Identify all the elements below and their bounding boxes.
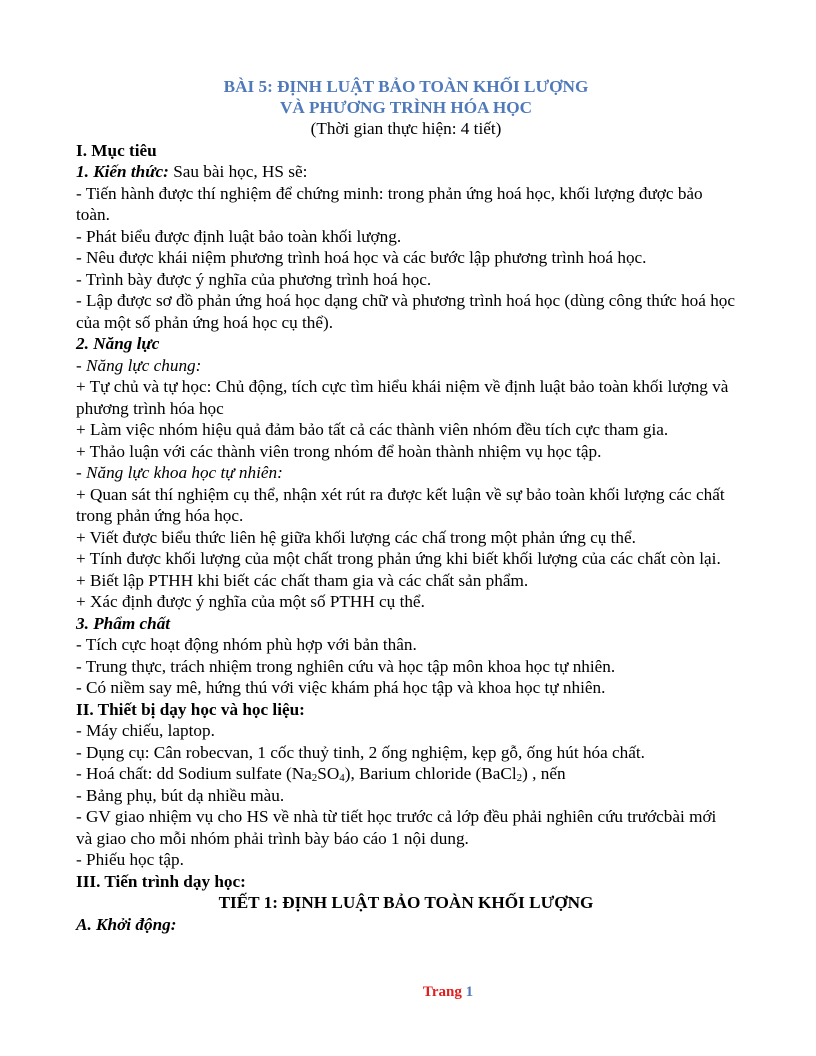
science-competence-item: + Biết lập PTHH khi biết các chất tham gia và các chất sản phẩm.: [76, 570, 529, 590]
science-competence-item: + Xác định được ý nghĩa của một số PTHH cụ thể.: [76, 592, 425, 611]
general-competence-heading: - Năng lực chung:: [76, 355, 202, 375]
equipment-item: - Bảng phụ, bút dạ nhiều màu.: [76, 785, 285, 805]
knowledge-item: - Nêu được khái niệm phương trình hoá học và các bước lập phương trình hoá học.: [76, 248, 647, 267]
quality-item: - Có niềm say mê, hứng thú với việc khám phá học tập và khoa học tự nhiên.: [76, 678, 606, 697]
general-competence-item: + Làm việc nhóm hiệu quả đảm bảo tất cả các thành viên nhóm đều tích cực tham gia.: [76, 420, 669, 439]
science-competence-item: + Viết được biểu thức liên hệ giữa khối lượng các chấ trong một phản ứng cụ thể.: [76, 527, 636, 547]
equipment-item: - Dụng cụ: Cân robecvan, 1 cốc thuỷ tinh, 2 ống nghiệm, kẹp gỗ, ống hút hóa chất.: [76, 742, 645, 762]
knowledge-item: - Tiến hành được thí nghiệm để chứng minh: trong phản ứng hoá học, khối lượng được bảo toàn.: [76, 183, 703, 224]
competence-heading: 2. Năng lực: [76, 334, 160, 353]
subscript: 2: [516, 772, 523, 784]
quality-heading: 3. Phẩm chất: [76, 613, 171, 633]
page-footer: [0, 984, 816, 1001]
duration-note: (Thời gian thực hiện: 4 tiết): [310, 119, 502, 138]
equipment-item: - Phiếu học tập.: [76, 850, 184, 869]
lesson-period-title: TIẾT 1: ĐỊNH LUẬT BẢO TOÀN KHỐI LƯỢNG: [218, 893, 594, 912]
knowledge-line: [76, 161, 736, 183]
equipment-item: - GV giao nhiệm vụ cho HS về nhà từ tiết học trước cả lớp đều phải nghiên cứu trướcbài mới và giao cho mỗi nhóm phải trình bày báo cáo 1 nội dung.: [76, 807, 717, 848]
general-competence-item: + Thảo luận với các thành viên trong nhóm để hoàn thành nhiệm vụ học tập.: [76, 441, 602, 461]
knowledge-item: - Lập được sơ đồ phản ứng hoá học dạng chữ và phương trình hoá học (dùng công thức hoá học của một số phản ứng hoá học cụ thể).: [76, 291, 736, 332]
page-number: 1: [465, 984, 474, 1000]
quality-item: - Tích cực hoạt động nhóm phù hợp với bản thân.: [76, 635, 417, 654]
knowledge-item: - Phát biểu được định luật bảo toàn khối lượng.: [76, 226, 402, 246]
subscript: 2: [311, 772, 318, 784]
section-equipment-heading: II. Thiết bị dạy học và học liệu:: [76, 699, 305, 719]
chemicals-prefix: - Hoá chất: dd Sodium sulfate (Na: [76, 764, 312, 783]
equipment-item: - Máy chiếu, laptop.: [76, 721, 215, 740]
subscript: 4: [339, 772, 345, 784]
science-competence-heading: - Năng lực khoa học tự nhiên:: [76, 463, 283, 482]
lesson-title-line2: VÀ PHƯƠNG TRÌNH HÓA HỌC: [279, 98, 533, 117]
section-objectives-heading: I. Mục tiêu: [76, 140, 157, 160]
knowledge-item: - Trình bày được ý nghĩa của phương trình hoá học.: [76, 269, 432, 289]
knowledge-heading: 1. Kiến thức:: [76, 162, 169, 181]
document-page: [76, 76, 736, 935]
part-a-heading: A. Khởi động:: [76, 914, 177, 934]
chemicals-suffix: ) , nến: [522, 764, 566, 783]
general-competence-item: + Tự chủ và tự học: Chủ động, tích cực tìm hiểu khái niệm về định luật bảo toàn khối lượng và phương trình hóa học: [76, 377, 729, 418]
chemicals-item: [76, 763, 736, 785]
science-competence-item: + Quan sát thí nghiệm cụ thể, nhận xét rút ra được kết luận về sự bảo toàn khối lượng các chất trong phản ứng hóa học.: [76, 484, 725, 525]
page-label: Trang: [422, 984, 462, 1000]
science-competence-item: + Tính được khối lượng của một chất trong phản ứng khi biết khối lượng của các chất còn lại.: [76, 549, 721, 568]
formula-part: SO: [317, 764, 340, 783]
knowledge-intro: Sau bài học, HS sẽ:: [168, 162, 308, 181]
section-process-heading: III. Tiến trình dạy học:: [76, 871, 246, 891]
lesson-title-line1: BÀI 5: ĐỊNH LUẬT BẢO TOÀN KHỐI LƯỢNG: [223, 77, 589, 96]
quality-item: - Trung thực, trách nhiệm trong nghiên cứu và học tập môn khoa học tự nhiên.: [76, 656, 616, 676]
formula-part: ), Barium chloride (BaCl: [344, 764, 517, 783]
